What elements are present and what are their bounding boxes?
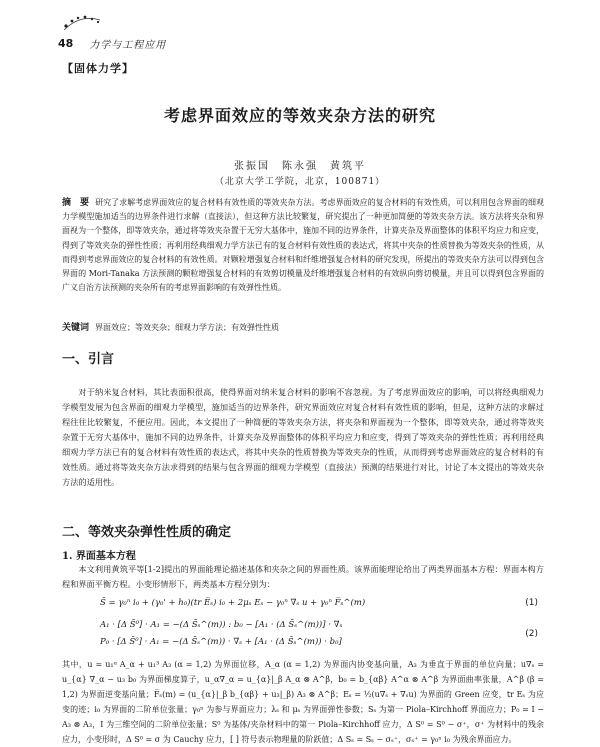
section-heading-equivalent-inclusion: 二、等效夹杂弹性性质的确定 (62, 525, 232, 540)
equation-2a: A₁ · [Δ S̄⁰] · A₁ = −(Δ S̄ₛ^(m)) : b₀ − [A₁ · (Δ S̄ₛ^(m))] · ∇ₛ (100, 620, 343, 630)
author-list: 张振国 陈永强 黄筑平 (234, 161, 366, 172)
running-header (58, 36, 166, 51)
equation-2-number: (2) (525, 629, 538, 639)
affiliation: （北京大学工学院，北京，100871） (214, 177, 386, 187)
section-heading-introduction: 一、引言 (62, 352, 115, 367)
journal-name: 力学与工程应用 (89, 40, 167, 51)
subsection-heading-interface-equations: 1. 界面基本方程 (62, 551, 136, 562)
page-number: 48 (58, 37, 74, 50)
abstract-block (62, 196, 544, 295)
abstract-text: 研究了求解考虑界面效应的复合材料有效性质的等效夹杂方法。考虑界面效应的复合材料的有效性质，可以利用包含界面的细观力学模型施加适当的边界条件进行求解（直接法），但这种方法比较繁复，研究提出了一种更加简便的等效夹杂方法。该方法将夹杂和界面视为一个整体，即等效夹杂，通过将等效夹杂置于无穷大基体中，施加不同的边界条件，计算夹杂及界面整体的体积平均应力和应变，得到了等效夹杂的弹性性质；再利用经典细观力学方法已有的复合材料有效性质的表达式，将其中夹杂的性质替换为等效夹杂的性质，从而得到考虑界面效应的复合材料的有效性质。对颗粒增强复合材料和纤维增强复合材料的研究发现，所提出的等效夹杂方法可以得到包含界面的 Mori-Tanaka 方法预测的颗粒增强复合材料的有效剪切模量及纤维增强复合材料的有效纵向剪切模量，并且可以得到包含界面的广义自治方法预测的夹杂所有的考虑界面影响的有效弹性性质。 (62, 198, 544, 293)
paper-title: 考虑界面效应的等效夹杂方法的研究 (163, 106, 436, 125)
symbol-definitions-paragraph: 其中，u = u₁ᵅ A_α + u₁³ A₃ (α = 1,2) 为界面位移，A_α (α = 1,2) 为界面内协变基向量，A₃ 为垂直于界面的单位向量；u∇ₛ = u_{α} ∇_α − u₃ b₀ 为界面梯度算子，u_α∇_α = u_{α}|_β A_α ⊗ A^β，b₀ = b_{αβ} A^α ⊗ A^β 为界面曲率张量，A^β (β = 1,2) 为界面逆变基向量；F̅ₛ(m) = (u_{α}|_β b_{αβ} + u₃|_β) A₃ ⊗ A^β；Eₛ = ½(u∇ₛ + ∇ₛu) 为界面的 Green 应变，tr Eₛ 为应变的迹；i₀ 为界面的二阶单位张量；γ₀ⁿ 为参与界面应力；λₛ 和 μₛ 为界面弹性参数；Sₛ 为第一 Piola–Kirchhoff 界面应力；P₀ = I − A₃ ⊗ A₃，I 为三维空间的二阶单位张量；S⁰ 为基体/夹杂材料中的第一 Piola–Kirchhoff 应力，Δ S⁰ = S⁰ − σ⁺，σ⁺ 为材料中的残余应力，小变形时，Δ S⁰ = σ 为 Cauchy 应力，[ ] 符号表示物理量的阶跃值；Δ Sₛ = Sₛ − σₛ⁺，σₛ⁺ = γ₀ⁿ i₀ 为残余界面应力。 (62, 660, 544, 744)
keywords-label: 关键词 (62, 323, 90, 333)
equation-1: S̄ = γ₀ⁿ i₀ + (γ₀' + h₀)(tr E̅ₛ) i₀ + 2μₛ Eₛ − γ₀ⁿ ∇ₛ u + γ₀ⁿ F̅ₛ^(m) (100, 598, 366, 608)
journal-logo-ornament (60, 12, 130, 34)
keywords-text: 界面效应；等效夹杂；细观力学方法；有效弹性性质 (95, 323, 280, 332)
abstract-label: 摘 要 (62, 198, 90, 208)
equation-2b: P₀ · [Δ S̄⁰] · A₁ = −(Δ S̄ₛ^(m)) · ∇ₛ + [A₁ · (Δ S̄ₛ^(m)) · b₀] (100, 637, 342, 647)
keywords-block (62, 320, 544, 333)
equation-1-number: (1) (525, 598, 538, 608)
introduction-paragraph: 对于纳米复合材料，其比表面积很高，使得界面对纳米复合材料的影响不容忽视。为了考虑界面效应的影响，可以将经典细观力学模型发展为包含界面的细观力学模型，施加适当的边界条件，研究界面效应对复合材料有效性质的影响，但是，这种方法的求解过程往往比较繁复，不便应用。因此，本文提出了一种简便的等效夹杂方法，将夹杂和界面视为一个整体，即等效夹杂，通过将等效夹杂置于无穷大基体中，施加不同的边界条件，计算夹杂及界面整体的体积平均应力和应变，得到了等效夹杂的弹性性质；再利用经典细观力学方法已有的复合材料有效性质的表达式，将其中夹杂的性质替换为等效夹杂的性质，从而得到考虑界面效应的复合材料的有效性质。通过将等效夹杂方法求得到的结果与包含界面的细观力学模型（直接法）预测的结果进行对比，讨论了本文提出的等效夹杂方法的适用性。 (62, 387, 544, 487)
column-label: 【固体力学】 (62, 62, 134, 75)
interface-paragraph: 本文利用黄筑平等[1-2]提出的界面能理论描述基体和夹杂之间的界面性质。该界面能理论给出了两类界面基本方程：界面本构方程和界面平衡方程。小变形情形下，两类基本方程分别为： (62, 564, 544, 589)
